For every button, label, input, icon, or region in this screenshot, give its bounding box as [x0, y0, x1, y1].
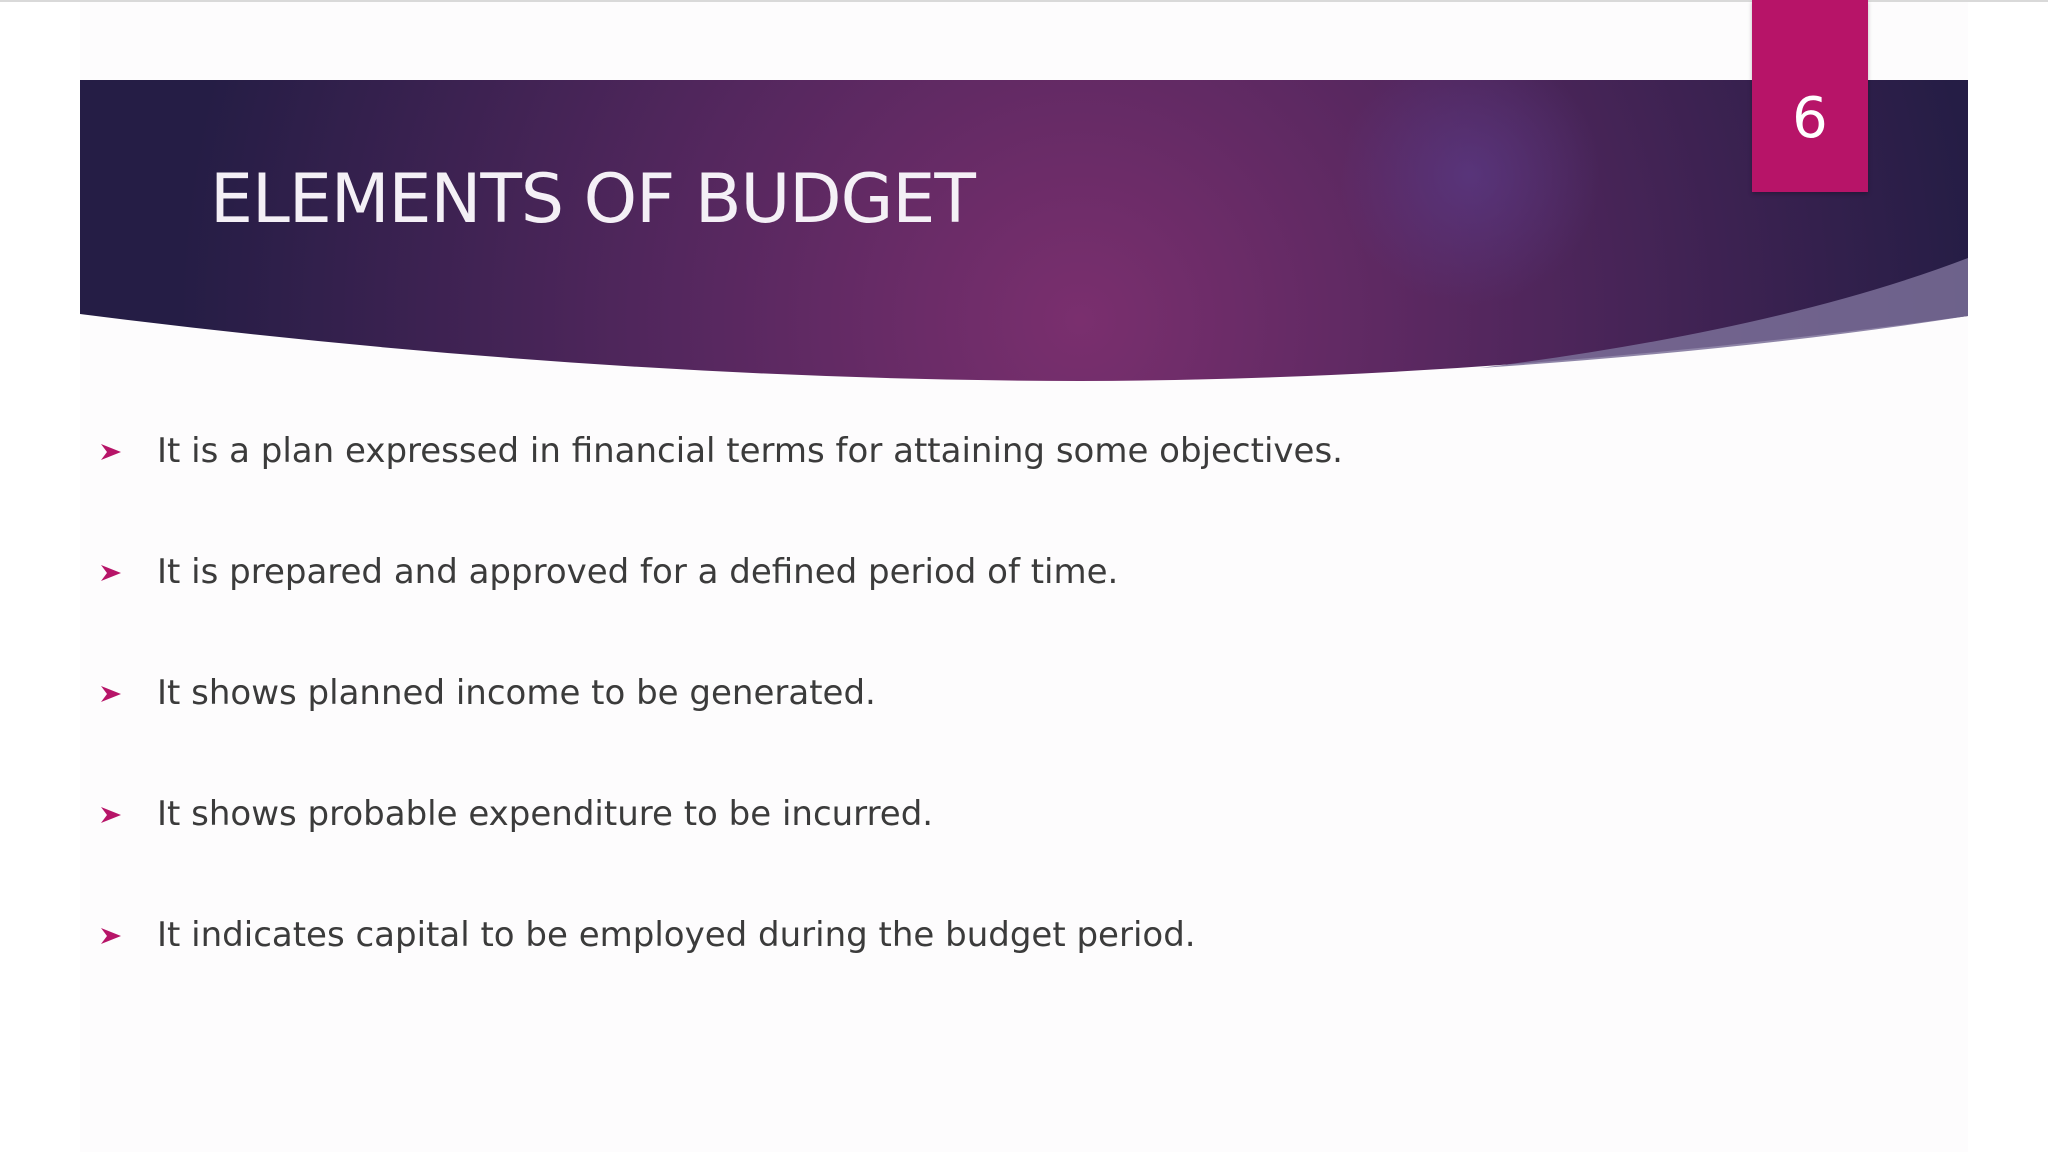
bullet-text: It is prepared and approved for a defined period of time. — [157, 552, 1119, 592]
bullet-text: It indicates capital to be employed during the budget period. — [157, 915, 1196, 955]
bullet-text: It shows planned income to be generated. — [157, 673, 876, 713]
page-number-tab — [1752, 0, 1868, 192]
arrowhead-bullet-icon — [100, 684, 122, 704]
arrowhead-bullet-icon — [100, 926, 122, 946]
bullet-text: It is a plan expressed in financial terms for attaining some objectives. — [157, 431, 1343, 471]
arrowhead-bullet-icon — [100, 563, 122, 583]
slide-title: ELEMENTS OF BUDGET — [210, 160, 975, 239]
page-number: 6 — [1792, 86, 1828, 151]
arrowhead-bullet-icon — [100, 805, 122, 825]
bullet-text: It shows probable expenditure to be incurred. — [157, 794, 934, 834]
arrowhead-bullet-icon — [100, 442, 122, 462]
